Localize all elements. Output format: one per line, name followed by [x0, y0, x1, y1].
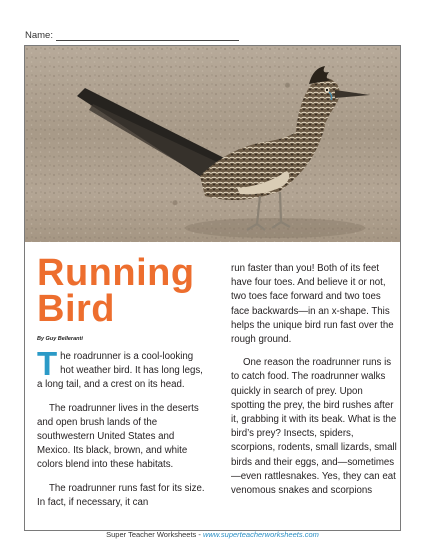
article-byline: By Guy Belleranti	[37, 336, 83, 342]
article-body-left	[37, 345, 207, 510]
paragraph-1-text: he roadrunner is a cool-looking hot weather bird. It has long legs, a long tail, and a crest on its head.	[37, 351, 203, 391]
name-write-line[interactable]	[56, 32, 239, 41]
title-line-1: Running	[37, 252, 195, 294]
article-title	[37, 252, 207, 330]
article-left-column	[37, 252, 207, 519]
roadrunner-photo	[25, 46, 400, 242]
article-right-column	[231, 262, 397, 507]
worksheet-frame	[24, 45, 401, 531]
drop-cap: T	[37, 345, 58, 382]
paragraph-3-continued: run faster than you! Both of its feet have four toes. And believe it or not, two toes face forward and two toes face backwards—in an x-shape. This helps the unique bird run fast over the rough ground.	[231, 263, 394, 346]
footer-site-name: Super Teacher Worksheets	[106, 530, 197, 539]
footer-url-link[interactable]: www.superteacherworksheets.com	[202, 530, 319, 539]
name-field-row	[25, 30, 239, 41]
page-footer	[0, 530, 425, 539]
name-label: Name:	[25, 30, 53, 41]
title-line-2: Bird	[37, 288, 115, 330]
roadrunner-illustration	[25, 46, 400, 242]
paragraph-3: The roadrunner runs fast for its size. In fact, if necessary, it can	[37, 482, 205, 508]
paragraph-1	[37, 345, 207, 393]
paragraph-4: One reason the roadrunner runs is to catch food. The roadrunner walks quickly in search of prey. Upon spotting the prey, the bird rushes after it, grabbing it with its beak. What is the bird’s prey? Insects, spiders, scorpions, rodents, small lizards, small birds and their eggs, and—sometimes—even rattlesnakes. Yes, they can eat venomous snakes and scorpions	[231, 357, 397, 497]
paragraph-2: The roadrunner lives in the deserts and open brush lands of the southwestern United States and Mexico. Its black, brown, and white colors blend into these habitats.	[37, 402, 199, 471]
footer-separator: -	[196, 530, 203, 539]
